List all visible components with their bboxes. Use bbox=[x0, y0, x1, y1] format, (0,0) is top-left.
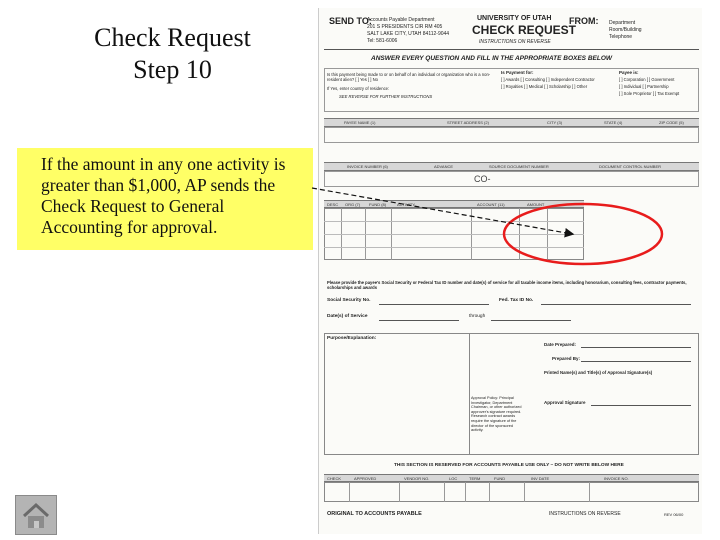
acct-fund-header: FUND (8) bbox=[369, 202, 387, 207]
ap-approved-header: APPROVED bbox=[354, 476, 377, 481]
send-to-line-1: Accounts Payable Department bbox=[367, 17, 435, 23]
ap-check-header: CHECK bbox=[327, 476, 342, 481]
ap-reserved-notice: THIS SECTION IS RESERVED FOR ACCOUNTS PAYABLE USE ONLY – DO NOT WRITE BELOW HERE bbox=[394, 463, 624, 468]
payee-name-header: PAYEE NAME (1) bbox=[344, 120, 376, 125]
title-line-2: Step 10 bbox=[133, 55, 212, 84]
acct-desc-header: DESC bbox=[327, 202, 339, 207]
payment-for-label: Is Payment for: bbox=[501, 70, 534, 75]
fed-tax-id-label: Fed. Tax ID No. bbox=[499, 298, 534, 303]
payee-is-label: Payee is: bbox=[619, 70, 639, 75]
send-to-line-3: SALT LAKE CITY, UTAH 84112-9044 bbox=[367, 31, 450, 37]
through-label: through bbox=[469, 314, 486, 319]
acct-amount-header: AMOUNT bbox=[527, 202, 545, 207]
see-reverse-note: SEE REVERSE FOR FURTHER INSTRUCTIONS bbox=[339, 94, 433, 99]
form-instructions: INSTRUCTIONS ON REVERSE bbox=[479, 39, 551, 45]
source-document-header: SOURCE DOCUMENT NUMBER bbox=[489, 164, 549, 169]
form-banner: ANSWER EVERY QUESTION AND FILL IN THE APPROPRIATE BOXES BELOW bbox=[371, 55, 613, 62]
payee-is-options-3: [ ] Sole Proprietor [ ] Tax Exempt bbox=[619, 91, 680, 96]
form-code: REV 06/00 bbox=[664, 512, 684, 517]
title-line-1: Check Request bbox=[94, 23, 251, 52]
footer-instructions: INSTRUCTIONS ON REVERSE bbox=[549, 511, 621, 517]
tax-info-notice: Please provide the payee's Social Security or Federal Tax ID number and date(s) of service for all taxable income items, including honorarium, consulting fees, contractor payments, scholarships and awards bbox=[327, 280, 687, 290]
advance-header: ADVANCE bbox=[434, 164, 454, 169]
from-department: Department bbox=[609, 20, 636, 26]
ap-vendor-header: VENDOR NO. bbox=[404, 476, 430, 481]
ap-term-header: TERM bbox=[469, 476, 481, 481]
city-header: CITY (3) bbox=[547, 120, 563, 125]
street-address-header: STREET ADDRESS (2) bbox=[447, 120, 489, 125]
payee-is-options-1: [ ] Corporation [ ] Government bbox=[619, 77, 675, 82]
highlight-circle bbox=[504, 204, 662, 264]
printed-names-label: Printed Name(s) and Title(s) of Approval Signature(s) bbox=[544, 370, 653, 375]
callout-text: If the amount in any one activity is greater than $1,000, AP sends the Check Request to General Accounting for approval. bbox=[41, 154, 286, 237]
ap-fund-header: FUND bbox=[494, 476, 506, 481]
prepared-by-label: Prepared By: bbox=[552, 356, 581, 361]
residence-country-label: If Yes, enter country of residence: bbox=[327, 86, 390, 91]
ap-loc-header: LOC bbox=[449, 476, 458, 481]
payment-for-options-2: [ ] Royalties [ ] Medical [ ] Scholarship [ ] Other bbox=[501, 84, 588, 89]
from-telephone: Telephone bbox=[609, 34, 633, 40]
acct-account-header: ACCOUNT (11) bbox=[477, 202, 505, 207]
home-icon bbox=[16, 496, 56, 534]
home-button[interactable] bbox=[15, 495, 57, 535]
approval-policy-text: Approval Policy: Principal Investigator, Department Chairman, or other authorized approver's signature required. Research contract awards require the signature of the director of the sponsored activity. bbox=[471, 396, 522, 433]
footer-original: ORIGINAL TO ACCOUNTS PAYABLE bbox=[327, 511, 422, 517]
date-prepared-label: Date Prepared: bbox=[544, 342, 577, 347]
from-label: FROM: bbox=[569, 16, 599, 26]
document-control-header: DOCUMENT CONTROL NUMBER bbox=[599, 164, 662, 169]
ap-invoice-no-header: INVOICE NO. bbox=[604, 476, 629, 481]
send-to-label: SEND TO: bbox=[329, 16, 372, 26]
form-title: CHECK REQUEST bbox=[472, 23, 577, 37]
acct-activity-header: ACTIVITY bbox=[397, 202, 416, 207]
invoice-number-header: INVOICE NUMBER (6) bbox=[347, 164, 388, 169]
send-to-line-4: Tel: 581-6006 bbox=[367, 38, 398, 44]
dates-of-service-label: Date(s) of Service bbox=[327, 314, 368, 319]
university-name: UNIVERSITY OF UTAH bbox=[477, 15, 552, 22]
send-to-line-2: 201 S PRESIDENTS CIR RM 405 bbox=[367, 24, 443, 30]
ap-invdate-header: INV DATE bbox=[531, 476, 550, 481]
ssn-label: Social Security No. bbox=[327, 298, 371, 303]
payment-for-options: [ ] Awards [ ] Consulting [ ] Independent Contractor bbox=[501, 77, 595, 82]
from-room: Room/Building bbox=[609, 27, 642, 33]
purpose-label: Purpose/Explanation: bbox=[327, 336, 377, 341]
zip-header: ZIP CODE (5) bbox=[659, 120, 684, 125]
payee-is-options-2: [ ] Individual [ ] Partnership bbox=[619, 84, 669, 89]
nonresident-question: Is this payment being made to or on behalf of an individual or organization who is a non-resident alien? [ ] Yes [ ] No bbox=[327, 72, 491, 82]
state-header: STATE (4) bbox=[604, 120, 623, 125]
acct-org-header: ORG (7) bbox=[345, 202, 361, 207]
approval-signature-label: Approval Signature bbox=[544, 400, 586, 405]
co-mark: CO- bbox=[474, 174, 491, 184]
